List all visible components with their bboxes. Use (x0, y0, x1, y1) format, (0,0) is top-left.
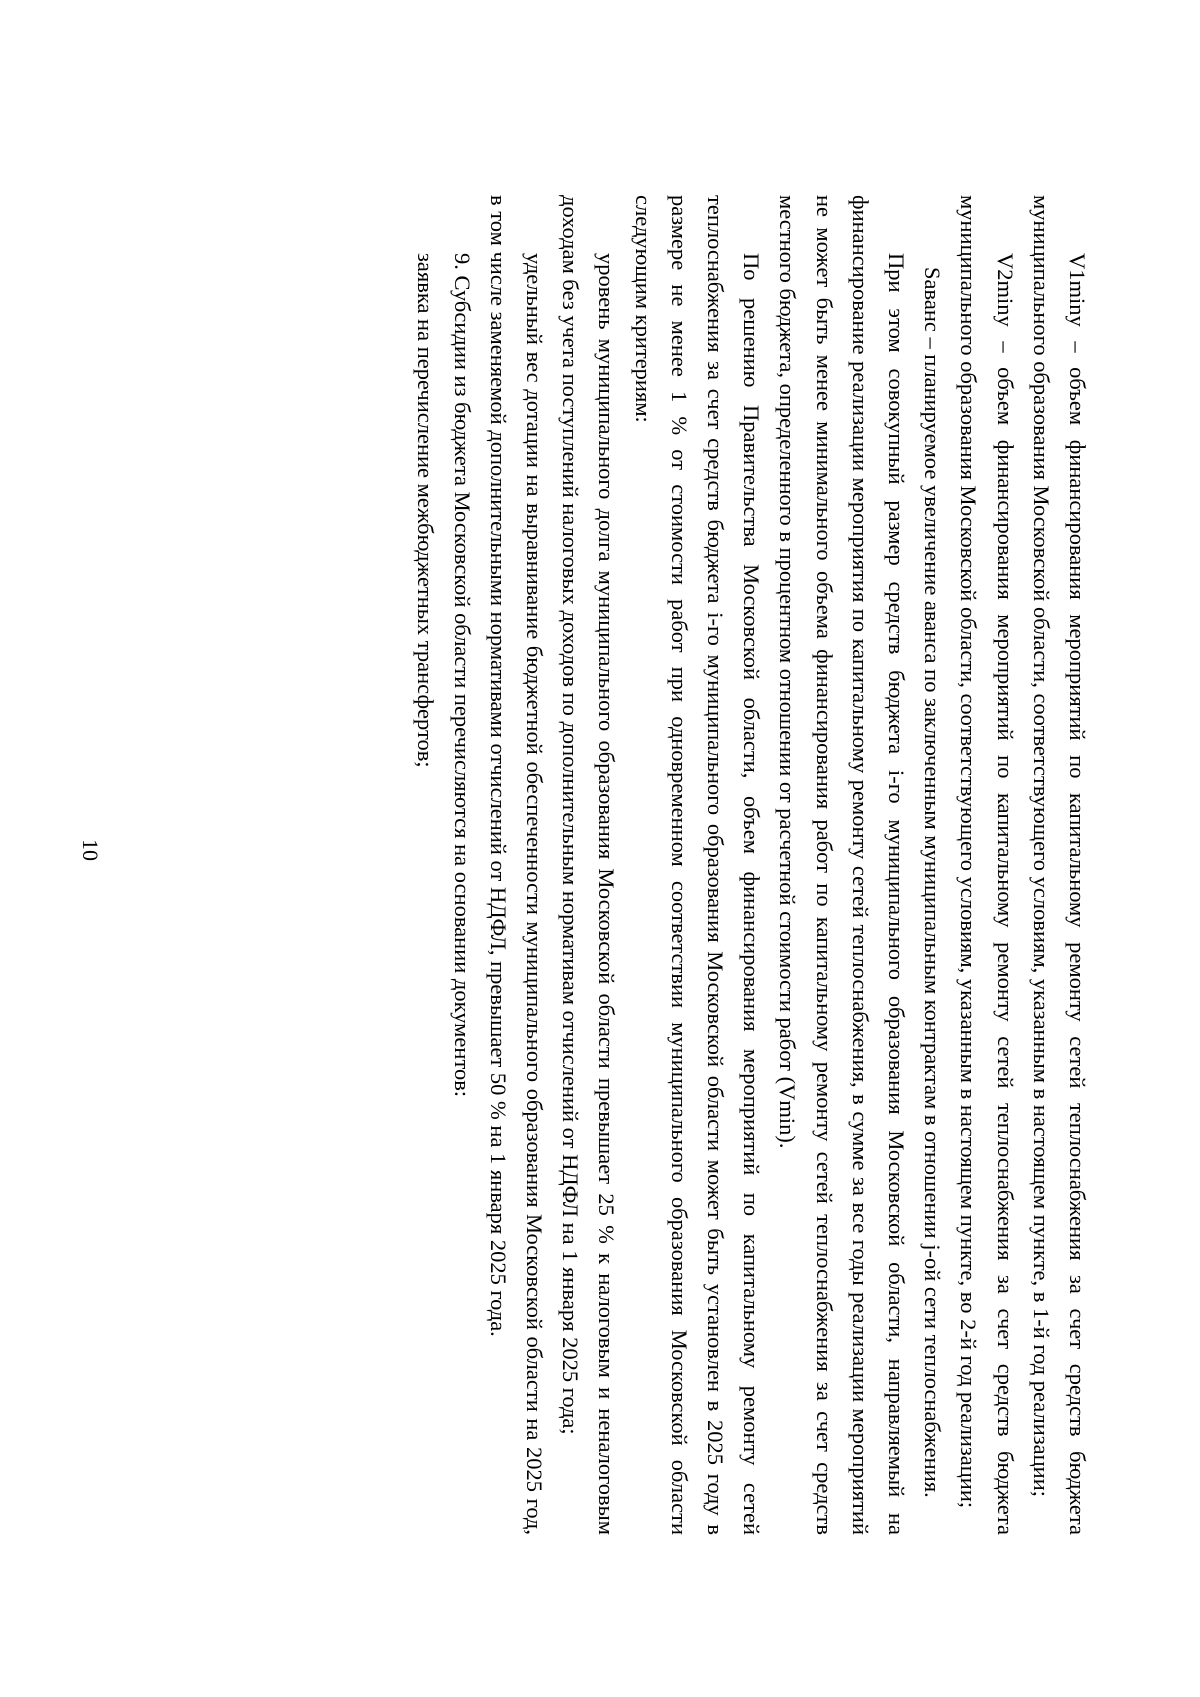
paragraph-grant-criterion: удельный вес дотации на выравнивание бюджетной обеспеченности муниципального образования Московской области на 2025 год, в том числе заменяемой дополнительными нормативами отчислений от НДФЛ, превышает 50 % на 1 января 2025 года. (485, 195, 547, 1535)
document-body (407, 195, 1095, 1535)
paragraph-decision: По решению Правительства Московской области, объем финансирования мероприятий по капитальному ремонту сетей теплоснабжения за счет средств бюджета i-го муниципального образования Московской области может быть установлен в 2025 году в размере не менее 1 % от стоимости работ при одновременном соответствии муниципального образования Московской области следующим критериям: (630, 195, 765, 1535)
paragraph-v2miny: V2miny – объем финансирования мероприятий по капитальному ремонту сетей теплоснабжения за счет средств бюджета муниципального образования Московской области, соответствующего условиям, указанным в настоящем пункте, во 2-й год реализации; (956, 195, 1018, 1535)
paragraph-savans: Sаванс – планируемое увеличение аванса по заключенным муниципальным контрактам в отношении j-ой сети теплоснабжения. (920, 267, 946, 1498)
paragraph-item-9-request: заявка на перечисление межбюджетных трансфертов; (413, 253, 439, 768)
paragraph-v1miny: V1miny – объем финансирования мероприятий по капитальному ремонту сетей теплоснабжения за счет средств бюджета муниципального образования Московской области, соответствующего условиям, указанным в настоящем пункте, в 1-й год реализации; (1028, 195, 1090, 1535)
paragraph-item-9: 9. Субсидии из бюджета Московской области перечисляются на основании документов: (449, 253, 475, 1098)
page-number: 10 (78, 839, 103, 861)
paragraph-vmin: При этом совокупный размер средств бюджета i-го муниципального образования Московской области, направляемый на финансирование реализации мероприятия по капитальному ремонту сетей теплоснабжения, в сумме за все годы реализации мероприятий не может быть менее минимального объема финансирования работ по капитальному ремонту сетей теплоснабжения за счет средств местного бюджета, определенного в процентном отношении от расчетной стоимости работ (Vmin). (775, 195, 909, 1535)
paragraph-debt-criterion: уровень муниципального долга муниципального образования Московской области превышает 25 % к налоговым и неналоговым доходам без учета поступлений налоговых доходов по дополнительным нормативам отчислений от НДФЛ на 1 января 2025 года; (558, 195, 620, 1535)
